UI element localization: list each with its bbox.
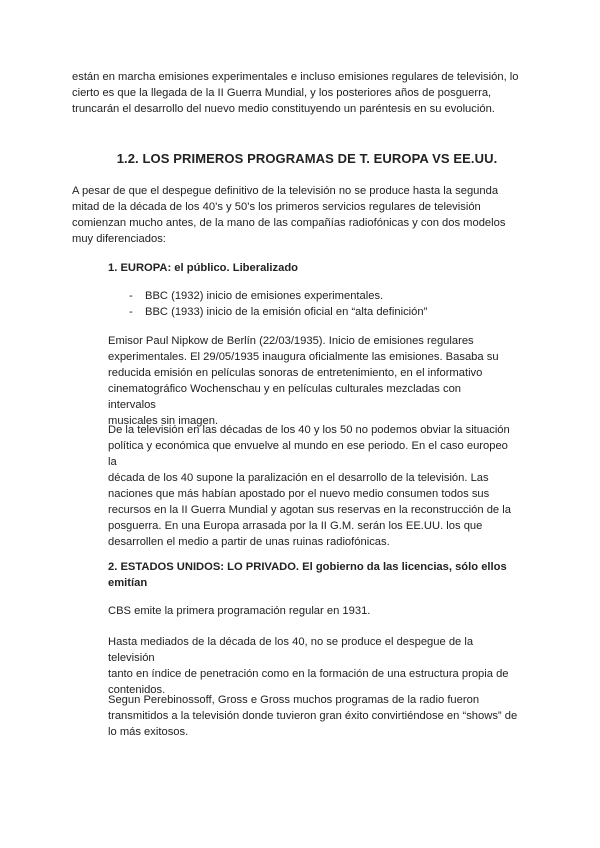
decadas-line: De la televisión en las décadas de los 40 y los 50 no podemos obviar la situación: [108, 424, 510, 436]
intro-paragraph: [72, 69, 542, 117]
bullet-dash: -: [129, 290, 133, 302]
decadas-line: naciones que más habían apostado por el nuevo medio consumen todos sus: [108, 488, 490, 500]
decadas-line: posguerra. En una Europa arrasada por la II G.M. serán los EE.UU. los que: [108, 520, 483, 532]
intro-line: están en marcha emisiones experimentales e incluso emisiones regulares de televisión, lo: [72, 71, 519, 83]
emisor-line: Emisor Paul Nipkow de Berlín (22/03/1935). Inicio de emisiones regulares: [108, 335, 474, 347]
lead-line: A pesar de que el despegue definitivo de la televisión no se produce hasta la segunda: [72, 185, 499, 197]
bullet-text: BBC (1932) inicio de emisiones experimentales.: [145, 290, 384, 302]
mediados-line: contenidos.: [108, 684, 166, 696]
segun-line: Segun Perebinossoff, Gross e Gross muchos programas de la radio fueron: [108, 694, 480, 706]
eeuu-heading-line: 2. ESTADOS UNIDOS: LO PRIVADO. El gobierno da las licencias, sólo ellos: [108, 561, 507, 573]
emisor-line: experimentales. El 29/05/1935 inaugura oficialmente las emisiones. Basaba su: [108, 351, 499, 363]
segun-line: lo más exitosos.: [108, 726, 189, 738]
emisor-line: reducida emisión en películas sonoras de entretenimiento, en el informativo: [108, 367, 483, 379]
segun-paragraph: [108, 692, 518, 740]
europa-bullet-list: [108, 288, 528, 320]
segun-line: transmitidos a la televisión donde tuvieron gran éxito convirtiéndose en “shows” de: [108, 710, 518, 722]
eeuu-heading: [108, 559, 518, 591]
decadas-line: década de los 40 supone la paralización en el desarrollo de la televisión. Las: [108, 472, 489, 484]
mediados-paragraph: [108, 634, 513, 698]
intro-line: truncarán el desarrollo del nuevo medio constituyendo un paréntesis en su evolución.: [72, 103, 495, 115]
intro-line: cierto es que la llegada de la II Guerra Mundial, y los posteriores años de posguerra,: [72, 87, 492, 99]
decadas-line: recursos en la II Guerra Mundial y agotan sus reservas en la reconstrucción de la: [108, 504, 511, 516]
decadas-line: desarrollen el medio a partir de unas ruinas radiofónicas.: [108, 536, 390, 548]
list-item: [108, 288, 528, 304]
mediados-line: Hasta mediados de la década de los 40, no se produce el despegue de la televisión: [108, 636, 474, 664]
lead-line: mitad de la década de los 40’s y 50’s los primeros servicios regulares de televisión: [72, 201, 481, 213]
emisor-line: cinematográfico Wochenschau y en películas culturales mezcladas con intervalos: [108, 383, 462, 411]
list-item: [108, 304, 528, 320]
lead-line: muy diferenciados:: [72, 233, 166, 245]
bullet-dash: -: [129, 306, 133, 318]
decadas-line: política y económica que envuelve al mundo en ese periodo. En el caso europeo la: [108, 440, 508, 468]
lead-paragraph: [72, 183, 542, 247]
section-title: 1.2. LOS PRIMEROS PROGRAMAS DE T. EUROPA VS EE.UU.: [116, 151, 498, 166]
europa-heading: 1. EUROPA: el público. Liberalizado: [108, 262, 299, 274]
emisor-paragraph: [108, 333, 508, 429]
eeuu-heading-line: emitían: [108, 577, 148, 589]
lead-line: comienzan mucho antes, de la mano de las compañías radiofónicas y con dos modelos: [72, 217, 506, 229]
cbs-paragraph: CBS emite la primera programación regular en 1931.: [108, 605, 371, 617]
mediados-line: tanto en índice de penetración como en la formación de una estructura propia de: [108, 668, 509, 680]
bullet-text: BBC (1933) inicio de la emisión oficial en “alta definición”: [145, 306, 428, 318]
emisor-line: musicales sin imagen.: [108, 415, 219, 427]
decadas-paragraph: [108, 422, 513, 550]
